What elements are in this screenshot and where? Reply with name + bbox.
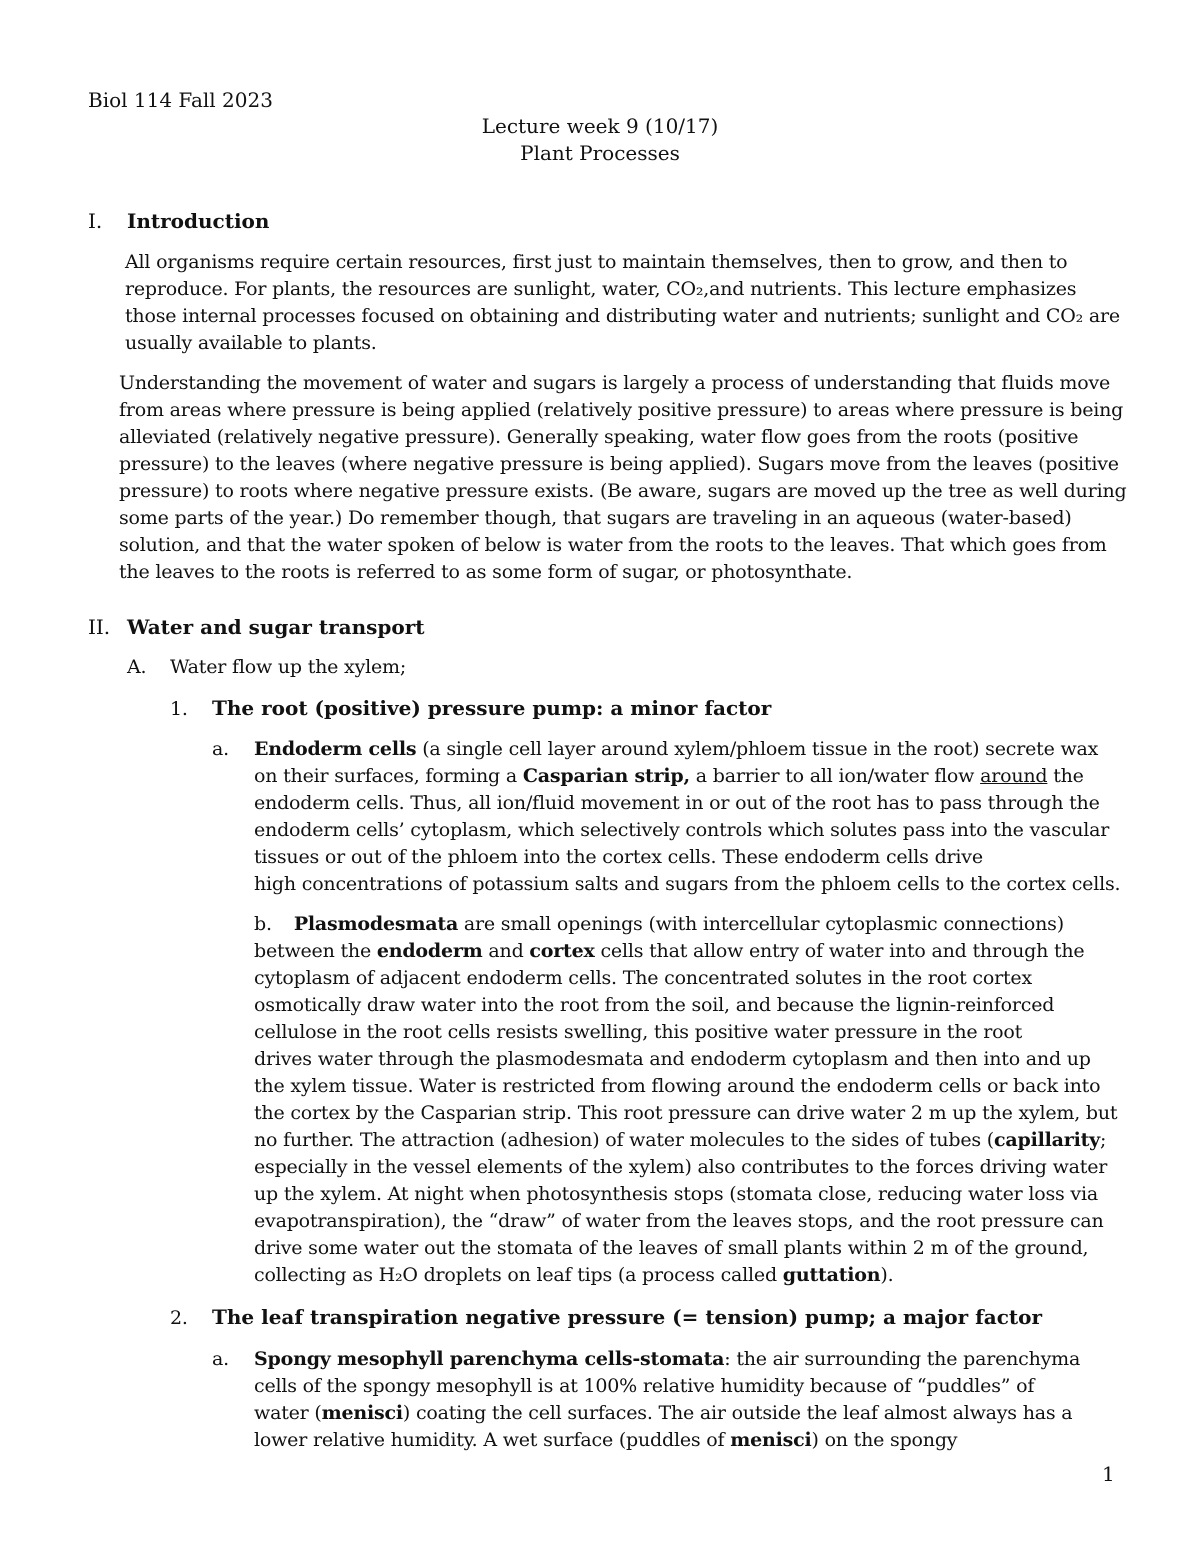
intro-line: All organisms require certain resources, first just to maintain themselves, then to grow, and then to — [125, 251, 1068, 273]
paragraph-line: pressure) to the leaves (where negative pressure is being applied). Sugars move from the leaves (positive — [119, 453, 1119, 475]
section-1-number: I. — [88, 209, 103, 233]
paragraph-line: cytoplasm of adjacent endoderm cells. The concentrated solutes in the root cortex — [254, 967, 1032, 989]
paragraph-line: solution, and that the water spoken of below is water from the roots to the leaves. That which goes from — [119, 534, 1107, 556]
paragraph-line: on their surfaces, forming a Casparian strip, a barrier to all ion/water flow around the — [254, 765, 1084, 787]
term-guttation: guttation — [782, 1264, 881, 1286]
paragraph-line: cells of the spongy mesophyll is at 100% relative humidity because of “puddles” of — [254, 1375, 1035, 1397]
paragraph-line: especially in the vessel elements of the xylem) also contributes to the forces driving water — [254, 1156, 1108, 1178]
paragraph-line: pressure) to roots where negative pressure exists. (Be aware, sugars are moved up the tree as well during — [119, 480, 1127, 502]
paragraph-line: high concentrations of potassium salts and sugars from the phloem cells to the cortex cells. — [254, 873, 1121, 895]
paragraph-line: no further. The attraction (adhesion) of water molecules to the sides of tubes (capillarity; — [254, 1129, 1107, 1151]
paragraph-line: endoderm cells. Thus, all ion/fluid movement in or out of the root has to pass through the — [254, 792, 1100, 814]
item-1a-number: a. — [212, 738, 229, 760]
item-1a-paragraph — [254, 736, 1120, 898]
paragraph-line: b. Plasmodesmata are small openings (with intercellular cytoplasmic connections) — [254, 913, 1064, 935]
paragraph-line: up the xylem. At night when photosynthesis stops (stomata close, reducing water loss via — [254, 1183, 1098, 1205]
paragraph-line: drive some water out the stomata of the leaves of small plants within 2 m of the ground, — [254, 1237, 1089, 1259]
subsection-a-number: A. — [127, 656, 147, 678]
section-1-title: Introduction — [127, 209, 270, 233]
intro-paragraph — [125, 249, 1120, 357]
paragraph-line: alleviated (relatively negative pressure). Generally speaking, water flow goes from the roots (positive — [119, 426, 1079, 448]
term-casparian-strip: Casparian strip, — [522, 765, 690, 787]
paragraph-line: water (menisci) coating the cell surfaces. The air outside the leaf almost always has a — [254, 1402, 1073, 1424]
paragraph-line: Endoderm cells (a single cell layer around xylem/phloem tissue in the root) secrete wax — [254, 738, 1099, 760]
paragraph-line: between the endoderm and cortex cells that allow entry of water into and through the — [254, 940, 1085, 962]
item-1-title: The root (positive) pressure pump: a minor factor — [212, 696, 772, 720]
paragraph-line: tissues or out of the phloem into the cortex cells. These endoderm cells drive — [254, 846, 983, 868]
page-number: 1 — [1102, 1462, 1115, 1486]
lecture-title: Lecture week 9 (10/17) — [481, 114, 719, 138]
paragraph-line: the xylem tissue. Water is restricted from flowing around the endoderm cells or back into — [254, 1075, 1101, 1097]
paragraph-line: the leaves to the roots is referred to as some form of sugar, or photosynthate. — [119, 561, 853, 583]
intro-line: usually available to plants. — [125, 332, 377, 354]
paragraph-line: some parts of the year.) Do remember though, that sugars are traveling in an aqueous (water-based) — [119, 507, 1072, 529]
paragraph-line: collecting as H₂O droplets on leaf tips (a process called guttation). — [254, 1264, 894, 1286]
term-endoderm: endoderm — [376, 940, 483, 962]
subsection-a-text: Water flow up the xylem; — [170, 656, 407, 678]
paragraph-line: drives water through the plasmodesmata and endoderm cytoplasm and then into and up — [254, 1048, 1091, 1070]
paragraph-line: endoderm cells’ cytoplasm, which selectively controls which solutes pass into the vascular — [254, 819, 1110, 841]
paragraph-line: evapotranspiration), the “draw” of water from the leaves stops, and the root pressure can — [254, 1210, 1104, 1232]
term-capillarity: capillarity — [994, 1129, 1101, 1151]
section-2-title: Water and sugar transport — [127, 615, 425, 639]
paragraph-line: lower relative humidity. A wet surface (puddles of menisci) on the spongy — [254, 1429, 958, 1451]
paragraph-line: Understanding the movement of water and sugars is largely a process of understanding that fluids move — [119, 372, 1111, 394]
term-menisci: menisci — [321, 1402, 403, 1424]
paragraph-line: osmotically draw water into the root from the soil, and because the lignin-reinforced — [254, 994, 1055, 1016]
intro-line: those internal processes focused on obtaining and distributing water and nutrients; sunlight and CO₂ are — [125, 305, 1120, 327]
paragraph-line: cellulose in the root cells resists swelling, this positive water pressure in the root — [254, 1021, 1023, 1043]
term-spongy-mesophyll: Spongy mesophyll parenchyma cells-stomata — [254, 1348, 725, 1370]
term-cortex: cortex — [529, 940, 595, 962]
title-block — [0, 113, 1200, 167]
paragraph-line: from areas where pressure is being applied (relatively positive pressure) to areas where pressure is being — [119, 399, 1124, 421]
item-2-title: The leaf transpiration negative pressure (= tension) pump; a major factor — [212, 1305, 1042, 1329]
item-2a-number: a. — [212, 1348, 229, 1370]
item-1-number: 1. — [170, 698, 188, 720]
item-1b-paragraph — [254, 911, 1117, 1289]
item-2-number: 2. — [170, 1307, 188, 1329]
term-endoderm-cells: Endoderm cells — [254, 738, 417, 760]
course-label: Biol 114 Fall 2023 — [88, 88, 273, 112]
intro-line: reproduce. For plants, the resources are sunlight, water, CO₂,and nutrients. This lecture emphasizes — [125, 278, 1077, 300]
section-2-number: II. — [88, 615, 111, 639]
paragraph-line: Spongy mesophyll parenchyma cells-stomata: the air surrounding the parenchyma — [254, 1348, 1081, 1370]
lecture-topic: Plant Processes — [520, 141, 680, 165]
underlined-around: around — [980, 765, 1048, 787]
term-menisci: menisci — [730, 1429, 812, 1451]
item-1b-number: b. — [254, 913, 272, 935]
item-2a-paragraph — [254, 1346, 1080, 1454]
term-plasmodesmata: Plasmodesmata — [293, 913, 459, 935]
understanding-paragraph — [119, 370, 1126, 586]
paragraph-line: the cortex by the Casparian strip. This root pressure can drive water 2 m up the xylem, but — [254, 1102, 1118, 1124]
